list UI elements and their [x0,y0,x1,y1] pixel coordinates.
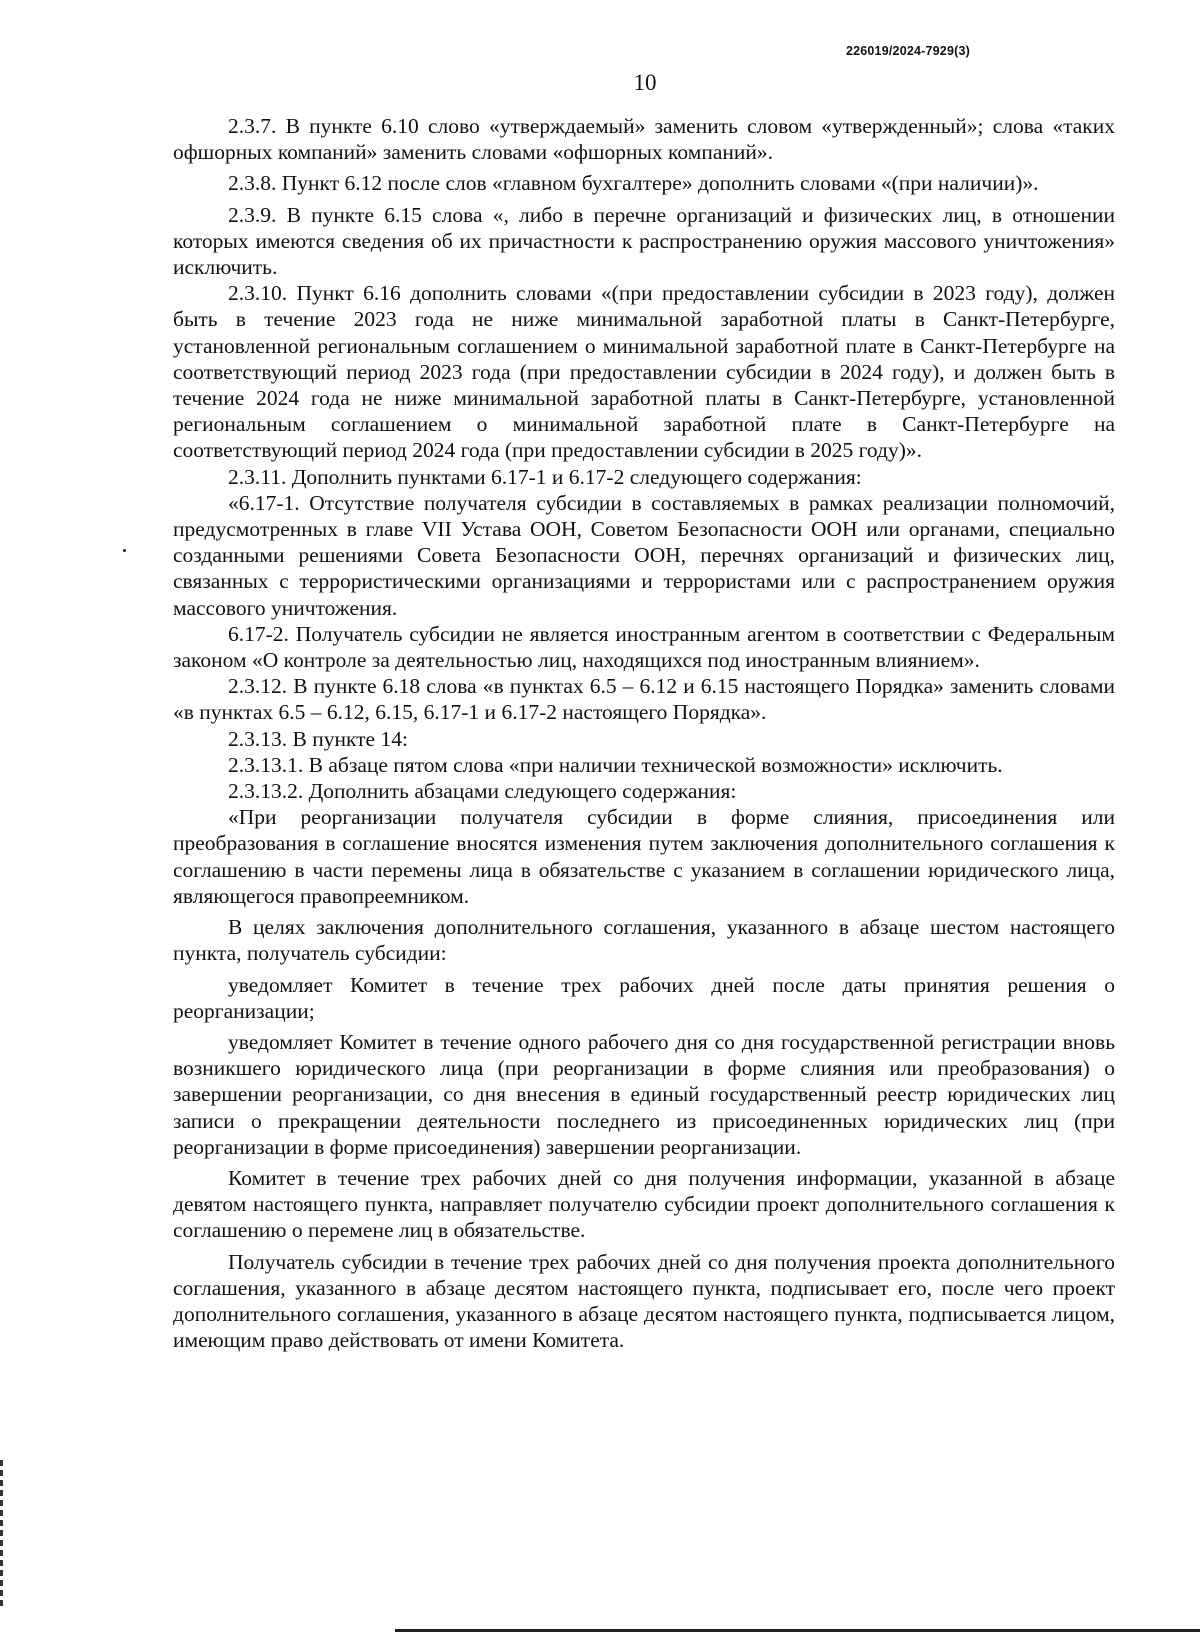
paragraph-notify-three-days: уведомляет Комитет в течение трех рабочих дней после даты принятия решения о реорганизации; [173,972,1115,1023]
paragraph-2-3-11: 2.3.11. Дополнить пунктами 6.17-1 и 6.17-2 следующего содержания: [228,464,862,489]
document-registration-number: 226019/2024-7929(3) [845,44,970,58]
page-number: 10 [633,70,657,95]
paragraph-reorganization: «При реорганизации получателя субсидии в форме слияния, присоединения или преобразования в соглашение вносятся изменения путем заключения дополнительного соглашения к соглашению в части перемены лица в обязательстве с указанием в соглашении юридического лица, являющегося правопреемником. [173,805,1115,908]
paragraph-committee-sends: Комитет в течение трех рабочих дней со дня получения информации, указанной в абзаце девятом настоящего пункта, направляет получателю субсидии проект дополнительного соглашения к соглашению о перемене лиц в обязательстве. [173,1165,1115,1243]
paragraph-2-3-7: 2.3.7. В пункте 6.10 слово «утверждаемый» заменить словом «утвержденный»; слова «таких офшорных компаний» заменить словами «офшорных компаний». [173,114,1115,165]
paragraph-2-3-12: 2.3.12. В пункте 6.18 слова «в пунктах 6.5 – 6.12 и 6.15 настоящего Порядка» заменить словами «в пунктах 6.5 – 6.12, 6.15, 6.17-1 и 6.17-2 настоящего Порядка». [173,674,1115,725]
paragraph-2-3-10: 2.3.10. Пункт 6.16 дополнить словами «(при предоставлении субсидии в 2023 году), должен быть в течение 2023 года не ниже минимальной заработной платы в Санкт-Петербурге, установленной региональным соглашением о минимальной заработной плате в Санкт-Петербурге на соответствующий период 2023 года (при предоставлении субсидии в 2024 году), и должен быть в течение 2024 года не ниже минимальной заработной платы в Санкт-Петербурге, установленной региональным соглашением о минимальной заработной плате в Санкт-Петербурге на соответствующий период 2024 года (при предоставлении субсидии в 2025 году)». [173,281,1115,463]
paragraph-2-3-13-2: 2.3.13.2. Дополнить абзацами следующего содержания: [228,779,737,804]
paragraph-additional-agreement: В целях заключения дополнительного соглашения, указанного в абзаце шестом настоящего пункта, получатель субсидии: [173,915,1115,966]
scan-edge-marks [0,1460,3,1610]
scan-bottom-edge-line [395,1629,1200,1632]
paragraph-2-3-13: 2.3.13. В пункте 14: [228,726,408,751]
paragraph-6-17-1: «6.17-1. Отсутствие получателя субсидии в составляемых в рамках реализации полномочий, предусмотренных в главе VII Устава ООН, Советом Безопасности ООН или органами, специально созданными решениями Совета Безопасности ООН, перечнях организаций и физических лиц, связанных с террористическими организациями и террористами или с распространением оружия массового уничтожения. [173,490,1115,620]
paragraph-2-3-8: 2.3.8. Пункт 6.12 после слов «главном бухгалтере» дополнить словами «(при наличии)». [228,171,1039,196]
scan-speck [123,549,126,552]
paragraph-2-3-9: 2.3.9. В пункте 6.15 слова «, либо в перечне организаций и физических лиц, в отношении которых имеются сведения об их причастности к распространению оружия массового уничтожения» исключить. [173,202,1115,280]
paragraph-recipient-signs: Получатель субсидии в течение трех рабочих дней со дня получения проекта дополнительного соглашения, указанного в абзаце десятом настоящего пункта, подписывает его, после чего проект дополнительного соглашения, указанного в абзаце десятом настоящего пункта, подписывается лицом, имеющим право действовать от имени Комитета. [173,1249,1115,1353]
document-body [173,113,1115,1353]
paragraph-6-17-2: 6.17-2. Получатель субсидии не является иностранным агентом в соответствии с Федеральным законом «О контроле за деятельностью лиц, находящихся под иностранным влиянием». [173,621,1115,673]
paragraph-notify-one-day: уведомляет Комитет в течение одного рабочего дня со дня государственной регистрации вновь возникшего юридического лица (при реорганизации в форме слияния или преобразования) о завершении реорганизации, со дня внесения в единый государственный реестр юридических лиц записи о прекращении деятельности последнего из присоединенных юридических лиц (при реорганизации в форме присоединения) завершении реорганизации. [173,1029,1115,1159]
paragraph-2-3-13-1: 2.3.13.1. В абзаце пятом слова «при наличии технической возможности» исключить. [228,752,1003,777]
